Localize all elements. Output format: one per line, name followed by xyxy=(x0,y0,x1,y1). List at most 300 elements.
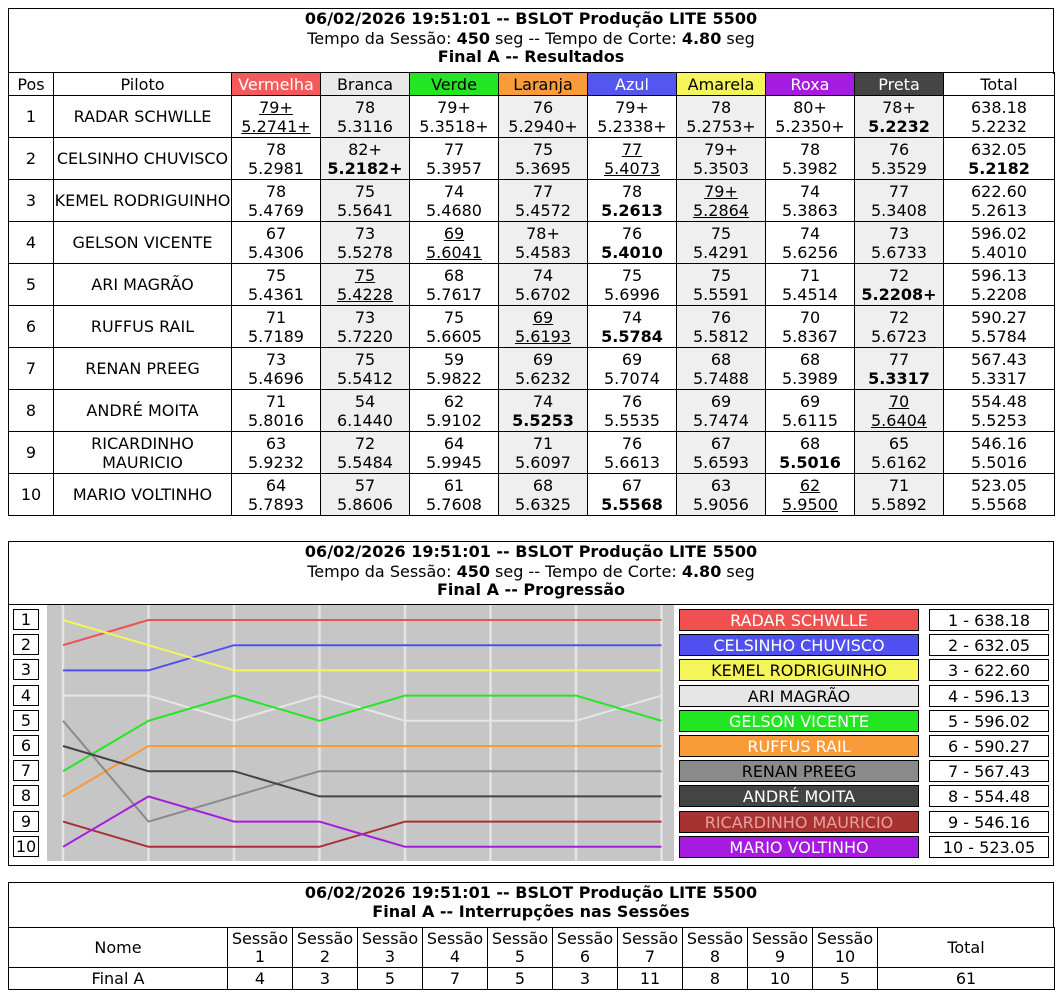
lap-time: 5.2753+ xyxy=(686,116,756,136)
lane-cell xyxy=(321,264,410,306)
col-total: Total xyxy=(878,928,1055,968)
best-time: 5.5784 xyxy=(971,326,1027,346)
total-points: 632.05 xyxy=(971,139,1027,159)
lap-time: 5.5253 xyxy=(512,410,574,430)
lane-cell xyxy=(232,180,321,222)
lap-time: 5.9500 xyxy=(782,494,838,514)
col-lane-7: Preta xyxy=(855,73,944,96)
position-label: 8 xyxy=(13,785,39,806)
lap-count: 82+ xyxy=(348,139,382,159)
interruption-count: 11 xyxy=(618,968,683,990)
pilot-cell: GELSON VICENTE xyxy=(54,222,232,264)
pos-cell: 7 xyxy=(9,348,54,390)
pos-cell: 1 xyxy=(9,96,54,138)
lap-count: 69 xyxy=(532,349,554,369)
lap-count: 78 xyxy=(621,181,643,201)
lap-count: 72 xyxy=(888,307,910,327)
lap-count: 64 xyxy=(443,433,465,453)
lane-cell xyxy=(321,348,410,390)
lane-cell xyxy=(855,348,944,390)
session-word: Sessão xyxy=(751,928,809,948)
col-session-8 xyxy=(748,928,813,968)
interruption-count: 8 xyxy=(683,968,748,990)
position-label: 2 xyxy=(13,634,39,655)
lap-count: 75 xyxy=(354,265,376,285)
lane-cell xyxy=(321,432,410,474)
lane-cell xyxy=(232,222,321,264)
best-time: 5.2208 xyxy=(971,284,1027,304)
lane-cell xyxy=(766,180,855,222)
session-number: 6 xyxy=(579,946,591,966)
interruption-count: 5 xyxy=(488,968,553,990)
lap-count: 63 xyxy=(265,433,287,453)
lane-cell xyxy=(499,474,588,516)
col-session-5 xyxy=(553,928,618,968)
pilot-cell: RUFFUS RAIL xyxy=(54,306,232,348)
lane-cell xyxy=(410,474,499,516)
lap-time: 5.7893 xyxy=(248,494,304,514)
col-name: Nome xyxy=(9,928,228,968)
col-total: Total xyxy=(944,73,1055,96)
col-lane-1: Branca xyxy=(321,73,410,96)
lap-time: 5.4514 xyxy=(782,284,838,304)
total-cell xyxy=(944,138,1055,180)
score-item: 6 - 590.27 xyxy=(929,735,1049,757)
table-row xyxy=(9,96,1055,138)
header-line: 06/02/2026 19:51:01 -- BSLOT Produção LITE 5500 xyxy=(304,883,758,902)
session-word: Sessão xyxy=(816,928,874,948)
score-item: 3 - 622.60 xyxy=(929,659,1049,681)
lane-cell xyxy=(232,138,321,180)
best-time: 5.3317 xyxy=(971,368,1027,388)
total-cell xyxy=(944,264,1055,306)
lane-cell xyxy=(232,390,321,432)
total-points: 596.13 xyxy=(971,265,1027,285)
interruption-count: 5 xyxy=(358,968,423,990)
results-panel xyxy=(8,8,1054,74)
lap-time: 5.3408 xyxy=(871,200,927,220)
lap-time: 5.6605 xyxy=(426,326,482,346)
lane-cell xyxy=(855,474,944,516)
total-cell xyxy=(944,348,1055,390)
lap-time: 5.2613 xyxy=(601,200,663,220)
col-session-3 xyxy=(423,928,488,968)
lane-cell xyxy=(588,390,677,432)
lane-cell xyxy=(499,264,588,306)
lane-cell xyxy=(321,390,410,432)
session-word: Sessão xyxy=(621,928,679,948)
lane-cell xyxy=(410,222,499,264)
lane-cell xyxy=(588,180,677,222)
total-cell xyxy=(944,474,1055,516)
interruption-count: 5 xyxy=(813,968,878,990)
lane-cell xyxy=(677,432,766,474)
interruption-count: 3 xyxy=(553,968,618,990)
total-cell xyxy=(944,306,1055,348)
lap-count: 74 xyxy=(532,265,554,285)
lap-time: 5.8016 xyxy=(248,410,304,430)
lane-cell xyxy=(766,432,855,474)
lane-cell xyxy=(588,474,677,516)
lap-time: 5.5784 xyxy=(601,326,663,346)
lap-time: 5.3989 xyxy=(782,368,838,388)
pos-cell: 9 xyxy=(9,432,54,474)
lap-time: 5.7488 xyxy=(693,368,749,388)
session-word: Sessão xyxy=(556,928,614,948)
lap-count: 76 xyxy=(621,433,643,453)
interruptions-row xyxy=(9,968,1055,990)
position-label: 10 xyxy=(13,836,39,857)
lap-time: 5.4583 xyxy=(515,242,571,262)
legend-item: RUFFUS RAIL xyxy=(679,735,919,757)
col-session-6 xyxy=(618,928,683,968)
cut-label: seg -- Tempo de Corte: xyxy=(489,29,682,48)
legend-item: CELSINHO CHUVISCO xyxy=(679,634,919,656)
session-number: 9 xyxy=(774,946,786,966)
progression-header xyxy=(9,542,1053,598)
lap-time: 5.7074 xyxy=(604,368,660,388)
session-number: 3 xyxy=(384,946,396,966)
legend-item: MARIO VOLTINHO xyxy=(679,836,919,858)
pos-cell: 5 xyxy=(9,264,54,306)
lap-count: 69 xyxy=(532,307,554,327)
lane-cell xyxy=(232,432,321,474)
lap-count: 74 xyxy=(799,223,821,243)
lap-time: 5.3982 xyxy=(782,158,838,178)
table-row xyxy=(9,138,1055,180)
score-item: 10 - 523.05 xyxy=(929,836,1049,858)
lane-cell xyxy=(588,96,677,138)
lane-cell xyxy=(321,96,410,138)
lap-time: 5.6702 xyxy=(515,284,571,304)
session-word: Sessão xyxy=(426,928,484,948)
lap-count: 77 xyxy=(888,349,910,369)
lane-cell xyxy=(232,96,321,138)
lap-count: 79+ xyxy=(615,97,649,117)
lap-time: 5.5892 xyxy=(871,494,927,514)
lap-count: 79+ xyxy=(259,97,293,117)
lap-count: 68 xyxy=(443,265,465,285)
header-line: 06/02/2026 19:51:01 -- BSLOT Produção LITE 5500 xyxy=(304,9,758,28)
lap-time: 5.5016 xyxy=(779,452,841,472)
lane-cell xyxy=(766,222,855,264)
lap-time: 5.2338+ xyxy=(597,116,667,136)
pilot-cell: ARI MAGRÃO xyxy=(54,264,232,306)
lane-cell xyxy=(766,348,855,390)
lap-count: 78 xyxy=(354,97,376,117)
seg-label: seg xyxy=(721,562,755,581)
lap-count: 71 xyxy=(265,391,287,411)
pilot-cell: RENAN PREEG xyxy=(54,348,232,390)
session-number: 10 xyxy=(834,946,856,966)
interruptions-header-row xyxy=(9,928,1055,968)
lap-count: 64 xyxy=(265,475,287,495)
lap-count: 73 xyxy=(354,307,376,327)
lane-cell xyxy=(499,222,588,264)
table-row xyxy=(9,306,1055,348)
lap-time: 5.6193 xyxy=(515,326,571,346)
lap-time: 5.6613 xyxy=(604,452,660,472)
lap-time: 5.5535 xyxy=(604,410,660,430)
position-label: 1 xyxy=(13,609,39,630)
session-line xyxy=(9,29,1053,49)
lap-time: 5.6593 xyxy=(693,452,749,472)
results-title: Final A -- Resultados xyxy=(437,47,625,66)
lap-count: 69 xyxy=(799,391,821,411)
lap-time: 5.7220 xyxy=(337,326,393,346)
lap-time: 5.5641 xyxy=(337,200,393,220)
table-row xyxy=(9,348,1055,390)
lane-cell xyxy=(410,180,499,222)
lap-count: 70 xyxy=(888,391,910,411)
table-row xyxy=(9,432,1055,474)
lap-count: 71 xyxy=(265,307,287,327)
total-points: 590.27 xyxy=(971,307,1027,327)
header-line: 06/02/2026 19:51:01 -- BSLOT Produção LITE 5500 xyxy=(304,542,758,561)
lane-cell xyxy=(855,96,944,138)
col-lane-6: Roxa xyxy=(766,73,855,96)
lap-count: 72 xyxy=(888,265,910,285)
lane-cell xyxy=(677,474,766,516)
lap-time: 5.2940+ xyxy=(508,116,578,136)
lane-cell xyxy=(677,390,766,432)
pilot-cell: ANDRÉ MOITA xyxy=(54,390,232,432)
lap-time: 5.7617 xyxy=(426,284,482,304)
lane-cell xyxy=(766,390,855,432)
table-row xyxy=(9,180,1055,222)
score-item: 4 - 596.13 xyxy=(929,685,1049,707)
lap-time: 5.3529 xyxy=(871,158,927,178)
cut-label: seg -- Tempo de Corte: xyxy=(489,562,682,581)
pilot-cell: MARIO VOLTINHO xyxy=(54,474,232,516)
lap-time: 5.9232 xyxy=(248,452,304,472)
best-time: 5.4010 xyxy=(971,242,1027,262)
lane-cell xyxy=(232,264,321,306)
lap-time: 5.2182+ xyxy=(327,158,403,178)
lap-count: 76 xyxy=(621,391,643,411)
lane-cell xyxy=(588,138,677,180)
lane-cell xyxy=(588,306,677,348)
lap-count: 57 xyxy=(354,475,376,495)
interruption-count: 10 xyxy=(748,968,813,990)
lane-cell xyxy=(588,348,677,390)
lap-time: 5.7608 xyxy=(426,494,482,514)
session-value: 450 xyxy=(456,562,490,581)
lap-time: 5.7474 xyxy=(693,410,749,430)
lap-time: 5.4291 xyxy=(693,242,749,262)
lap-time: 5.2232 xyxy=(868,116,930,136)
col-lane-0: Vermelha xyxy=(232,73,321,96)
lap-count: 75 xyxy=(532,139,554,159)
lap-count: 59 xyxy=(443,349,465,369)
lap-time: 6.1440 xyxy=(337,410,393,430)
lane-cell xyxy=(855,264,944,306)
lap-count: 71 xyxy=(532,433,554,453)
lane-cell xyxy=(677,306,766,348)
lap-time: 5.4696 xyxy=(248,368,304,388)
total-points: 622.60 xyxy=(971,181,1027,201)
session-word: Sessão xyxy=(491,928,549,948)
lap-time: 5.3957 xyxy=(426,158,482,178)
lap-count: 77 xyxy=(888,181,910,201)
lap-count: 78 xyxy=(710,97,732,117)
position-label: 6 xyxy=(13,735,39,756)
lap-time: 5.4073 xyxy=(604,158,660,178)
lap-time: 5.3317 xyxy=(868,368,930,388)
session-line xyxy=(9,562,1053,582)
session-label: Tempo da Sessão: xyxy=(307,562,457,581)
lap-time: 5.5484 xyxy=(337,452,393,472)
results-body xyxy=(9,96,1055,516)
lap-count: 74 xyxy=(532,391,554,411)
lap-time: 5.4769 xyxy=(248,200,304,220)
score-item: 2 - 632.05 xyxy=(929,634,1049,656)
lap-count: 78 xyxy=(265,181,287,201)
lane-cell xyxy=(499,96,588,138)
lap-time: 5.6097 xyxy=(515,452,571,472)
lane-cell xyxy=(410,306,499,348)
col-session-4 xyxy=(488,928,553,968)
lap-count: 67 xyxy=(265,223,287,243)
lap-count: 54 xyxy=(354,391,376,411)
pos-cell: 4 xyxy=(9,222,54,264)
lap-time: 5.6996 xyxy=(604,284,660,304)
lane-cell xyxy=(232,306,321,348)
score-item: 7 - 567.43 xyxy=(929,760,1049,782)
best-time: 5.5568 xyxy=(971,494,1027,514)
lane-cell xyxy=(499,306,588,348)
total-points: 546.16 xyxy=(971,433,1027,453)
legend-item: ARI MAGRÃO xyxy=(679,685,919,707)
total-cell xyxy=(944,96,1055,138)
lap-time: 5.6733 xyxy=(871,242,927,262)
lap-time: 5.2741+ xyxy=(241,116,311,136)
lane-cell xyxy=(499,138,588,180)
results-header-row xyxy=(9,73,1055,96)
lap-count: 69 xyxy=(621,349,643,369)
score-item: 9 - 546.16 xyxy=(929,811,1049,833)
lane-cell xyxy=(855,390,944,432)
col-lane-3: Laranja xyxy=(499,73,588,96)
legend-item: KEMEL RODRIGUINHO xyxy=(679,659,919,681)
lap-time: 5.6162 xyxy=(871,452,927,472)
lap-time: 5.5812 xyxy=(693,326,749,346)
lap-count: 74 xyxy=(621,307,643,327)
seg-label: seg xyxy=(721,29,755,48)
cut-value: 4.80 xyxy=(681,29,722,48)
lap-time: 5.4228 xyxy=(337,284,393,304)
lap-count: 77 xyxy=(532,181,554,201)
pilot-cell: RICARDINHO MAURICIO xyxy=(54,432,232,474)
best-time: 5.2613 xyxy=(971,200,1027,220)
lap-time: 5.9822 xyxy=(426,368,482,388)
table-row xyxy=(9,222,1055,264)
lap-time: 5.4572 xyxy=(515,200,571,220)
lap-time: 5.6404 xyxy=(871,410,927,430)
lane-cell xyxy=(677,264,766,306)
lap-time: 5.2350+ xyxy=(775,116,845,136)
lap-count: 75 xyxy=(621,265,643,285)
lap-count: 62 xyxy=(799,475,821,495)
col-session-0 xyxy=(228,928,293,968)
lap-count: 73 xyxy=(265,349,287,369)
lane-cell xyxy=(766,474,855,516)
best-time: 5.5253 xyxy=(971,410,1027,430)
interruptions-header xyxy=(9,883,1053,921)
lap-time: 5.6325 xyxy=(515,494,571,514)
lane-cell xyxy=(410,432,499,474)
pos-cell: 3 xyxy=(9,180,54,222)
col-session-2 xyxy=(358,928,423,968)
lap-time: 5.3518+ xyxy=(419,116,489,136)
lap-count: 62 xyxy=(443,391,465,411)
pos-cell: 2 xyxy=(9,138,54,180)
session-word: Sessão xyxy=(686,928,744,948)
pilot-cell: RADAR SCHWLLE xyxy=(54,96,232,138)
lap-count: 71 xyxy=(888,475,910,495)
lane-cell xyxy=(321,222,410,264)
lane-cell xyxy=(588,264,677,306)
interruptions-table xyxy=(8,927,1055,990)
total-points: 523.05 xyxy=(971,475,1027,495)
session-number: 5 xyxy=(514,946,526,966)
lap-time: 5.8606 xyxy=(337,494,393,514)
session-value: 450 xyxy=(456,29,490,48)
lane-cell xyxy=(766,264,855,306)
lane-cell xyxy=(766,306,855,348)
lap-count: 68 xyxy=(710,349,732,369)
legend-item: ANDRÉ MOITA xyxy=(679,785,919,807)
col-session-1 xyxy=(293,928,358,968)
row-name: Final A xyxy=(9,968,228,990)
progression-title: Final A -- Progressão xyxy=(436,580,626,599)
lap-count: 67 xyxy=(710,433,732,453)
lap-count: 78 xyxy=(265,139,287,159)
results-table xyxy=(8,72,1055,516)
lap-count: 77 xyxy=(621,139,643,159)
lap-time: 5.4680 xyxy=(426,200,482,220)
lap-count: 78+ xyxy=(882,97,916,117)
lap-count: 79+ xyxy=(704,139,738,159)
total-cell xyxy=(944,432,1055,474)
lap-count: 71 xyxy=(799,265,821,285)
lap-count: 75 xyxy=(710,223,732,243)
pos-cell: 8 xyxy=(9,390,54,432)
lap-count: 72 xyxy=(354,433,376,453)
score-item: 1 - 638.18 xyxy=(929,609,1049,631)
lane-cell xyxy=(855,138,944,180)
lane-cell xyxy=(677,96,766,138)
lap-count: 75 xyxy=(443,307,465,327)
legend-item: RICARDINHO MAURICIO xyxy=(679,811,919,833)
interruption-total: 61 xyxy=(878,968,1055,990)
lap-time: 5.5568 xyxy=(601,494,663,514)
lane-cell xyxy=(410,348,499,390)
lap-time: 5.6041 xyxy=(426,242,482,262)
best-time: 5.2182 xyxy=(968,158,1030,178)
lap-count: 68 xyxy=(799,349,821,369)
lap-count: 78+ xyxy=(526,223,560,243)
lap-time: 5.3116 xyxy=(337,116,393,136)
position-label: 4 xyxy=(13,685,39,706)
interruptions-panel xyxy=(8,882,1054,928)
legend-item: RENAN PREEG xyxy=(679,760,919,782)
lap-count: 77 xyxy=(443,139,465,159)
lap-count: 69 xyxy=(443,223,465,243)
lane-cell xyxy=(855,180,944,222)
lane-cell xyxy=(588,222,677,264)
lap-time: 5.4306 xyxy=(248,242,304,262)
